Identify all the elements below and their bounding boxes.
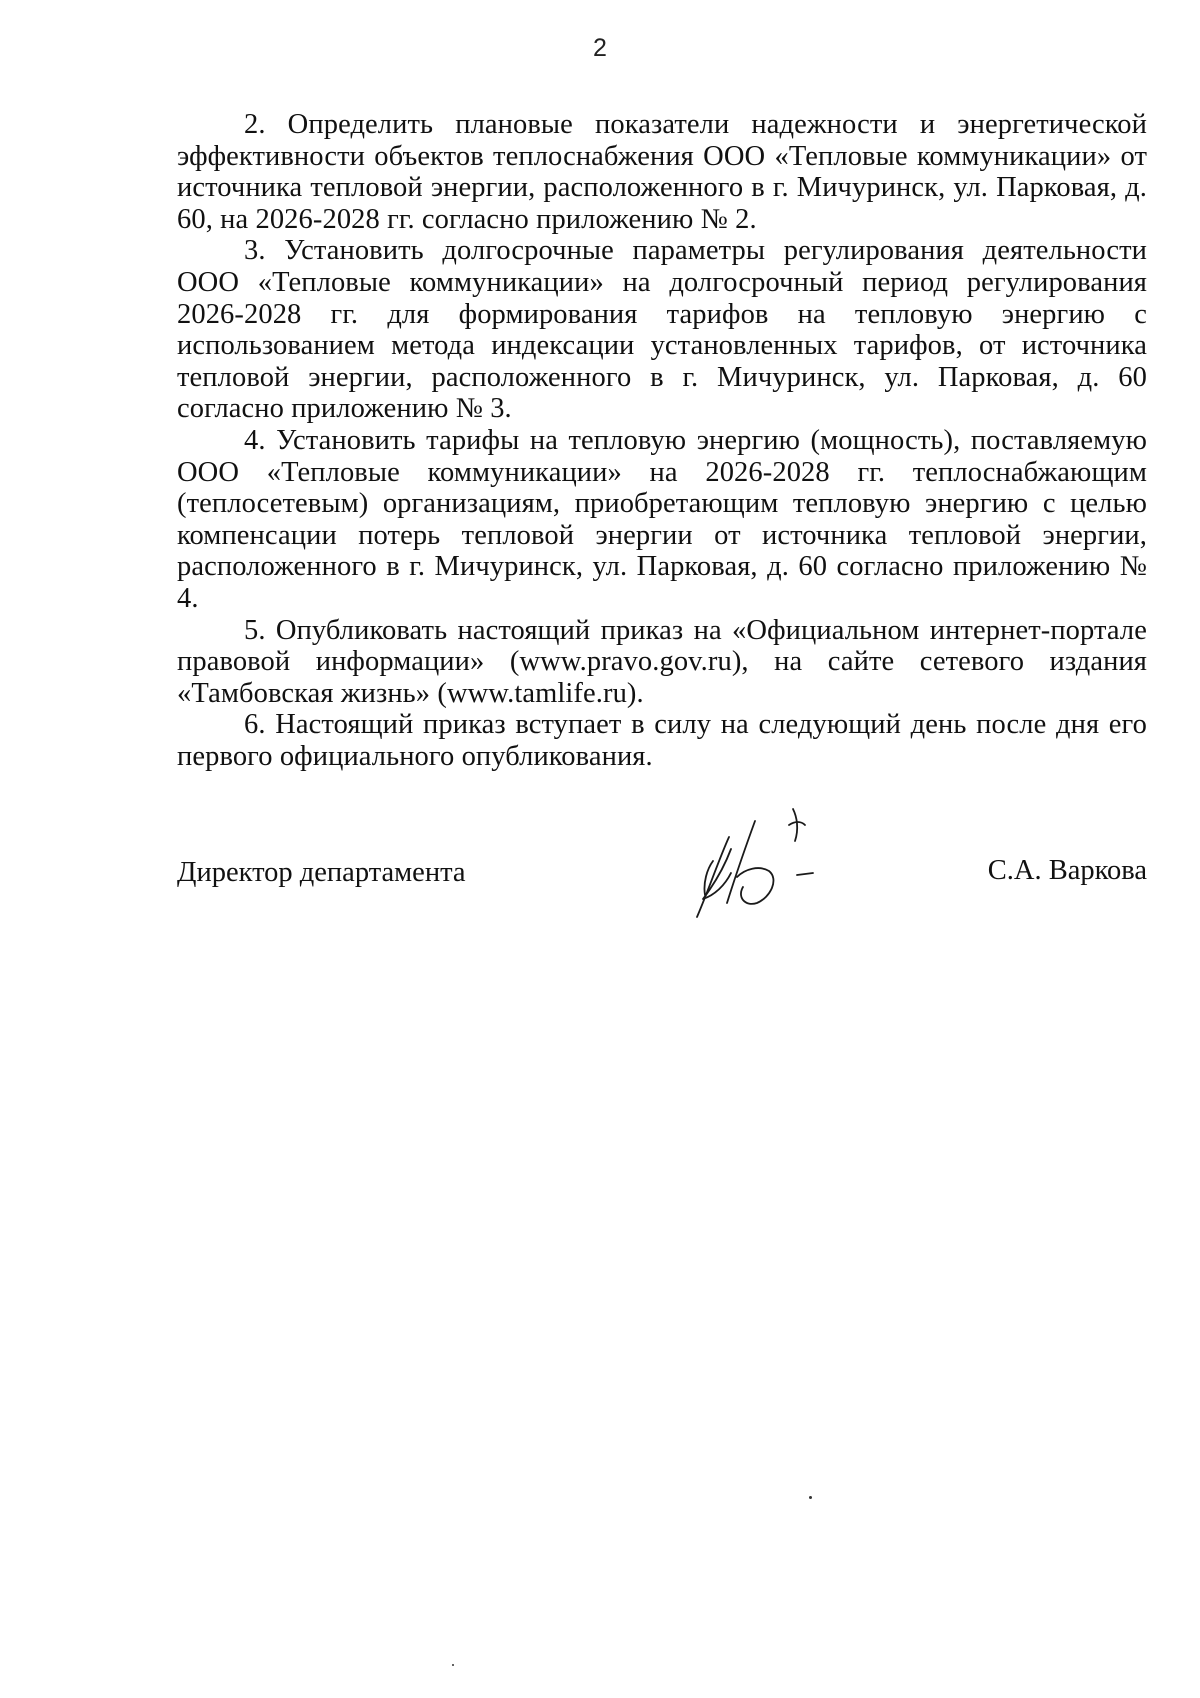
paragraph-5: 5. Опубликовать настоящий приказ на «Официальном интернет-портале правовой информации» (www.pravo.gov.ru), на сайте сетевого издания «Тамбовская жизнь» (www.tamlife.ru). xyxy=(177,614,1147,709)
order-body xyxy=(177,109,1147,772)
scan-speck xyxy=(452,1664,454,1666)
paragraph-3: 3. Установить долгосрочные параметры регулирования деятельности ООО «Тепловые коммуникации» на долгосрочный период регулирования 2026-2028 гг. для формирования тарифов на тепловую энергию с использованием метода индексации установленных тарифов, от источника тепловой энергии, расположенного в г. Мичуринск, ул. Парковая, д. 60 согласно приложению № 3. xyxy=(177,235,1147,425)
signer-name: С.А. Варкова xyxy=(987,855,1147,886)
paragraph-2: 2. Определить плановые показатели надежности и энергетической эффективности объектов теплоснабжения ООО «Тепловые коммуникации» от источника тепловой энергии, расположенного в г. Мичуринск, ул. Парковая, д. 60, на 2026-2028 гг. согласно приложению № 2. xyxy=(177,109,1147,235)
scan-speck xyxy=(809,1496,812,1499)
paragraph-6: 6. Настоящий приказ вступает в силу на следующий день после дня его первого официального опубликования. xyxy=(177,709,1147,772)
signer-title: Директор департамента xyxy=(177,857,466,888)
handwritten-signature xyxy=(685,799,835,919)
signature-block xyxy=(177,830,1147,960)
paragraph-4: 4. Установить тарифы на тепловую энергию (мощность), поставляемую ООО «Тепловые коммуникации» на 2026-2028 гг. теплоснабжающим (теплосетевым) организациям, приобретающим тепловую энергию с целью компенсации потерь тепловой энергии от источника тепловой энергии, расположенного в г. Мичуринск, ул. Парковая, д. 60 согласно приложению № 4. xyxy=(177,424,1147,614)
page-number: 2 xyxy=(593,34,607,62)
